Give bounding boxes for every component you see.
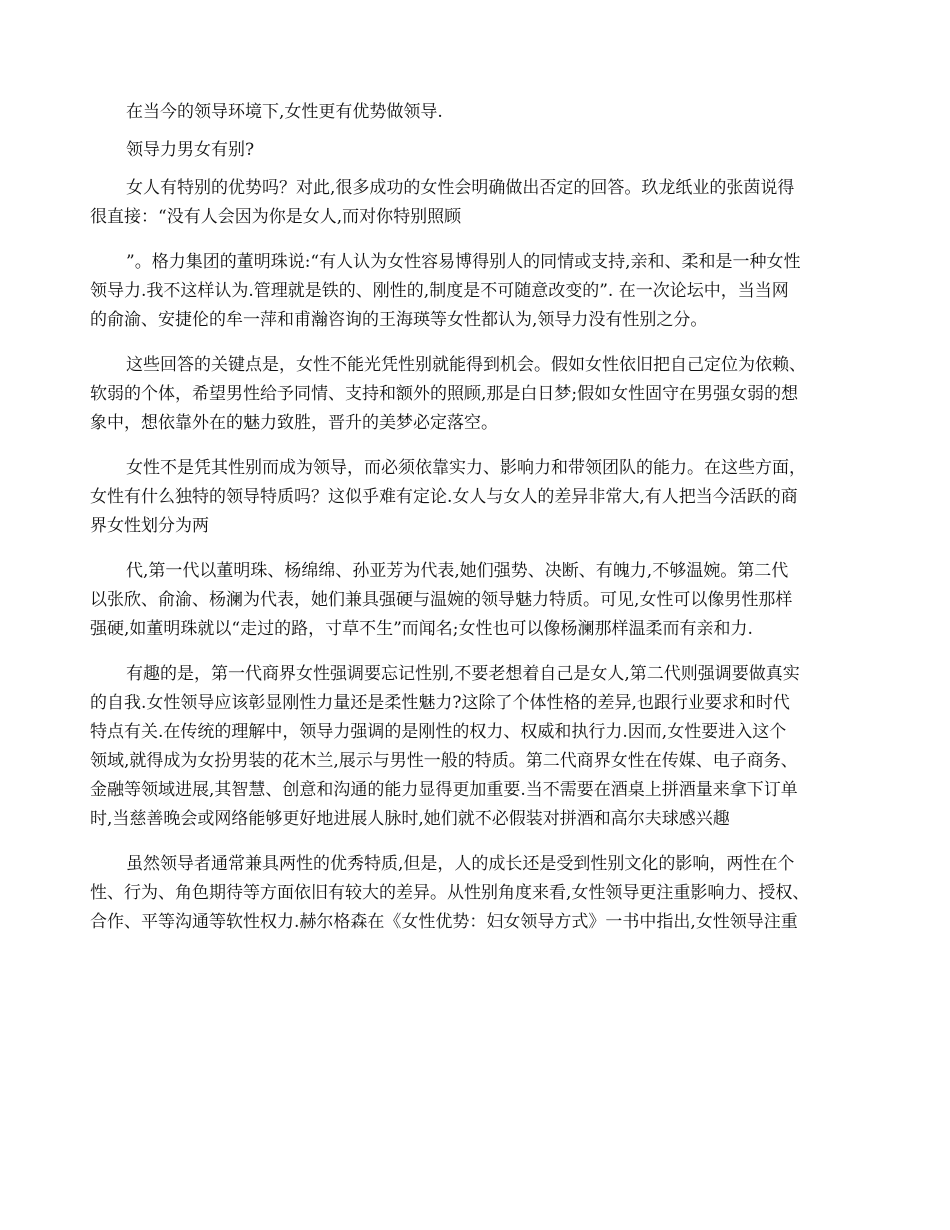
- text-line: 虽然领导者通常兼具两性的优秀特质,但是，人的成长还是受到性别文化的影响，两性在个: [126, 854, 795, 874]
- text-line: 有趣的是，第一代商界女性强调要忘记性别,不要老想着自己是女人,第二代则强调要做真实: [126, 664, 800, 684]
- text-line: 金融等领域进展,其智慧、创意和沟通的能力显得更加重要.当不需要在酒桌上拼酒量来拿下订单: [90, 780, 798, 800]
- text-line: 很直接：“没有人会因为你是女人,而对你特别照顾: [90, 207, 462, 227]
- paragraph-1: [90, 98, 866, 127]
- text-line: 的自我.女性领导应该彰显刚性力量还是柔性魅力?这除了个体性格的差异,也跟行业要求和时代: [90, 693, 790, 713]
- paragraph-3: [90, 174, 866, 232]
- paragraph-9: [90, 850, 866, 937]
- paragraph-6: [90, 454, 866, 541]
- paragraph-4: [90, 248, 866, 335]
- text-line: 在当今的领导环境下,女性更有优势做领导.: [126, 102, 443, 122]
- text-line: 代,第一代以董明珠、杨绵绵、孙亚芳为代表,她们强势、决断、有魄力,不够温婉。第二代: [126, 561, 789, 581]
- text-line: 时,当慈善晚会或网络能够更好地进展人脉时,她们就不必假装对拼酒和高尔夫球感兴趣: [90, 809, 730, 829]
- text-line: 女人有特别的优势吗？对此,很多成功的女性会明确做出否定的回答。玖龙纸业的张茵说得: [126, 178, 795, 198]
- text-line: 强硬,如董明珠就以“走过的路，寸草不生”而闻名;女性也可以像杨澜那样温柔而有亲和力.: [90, 619, 753, 639]
- text-line: 女性有什么独特的领导特质吗？这似乎难有定论.女人与女人的差异非常大,有人把当今活跃的商: [90, 487, 798, 507]
- text-line: 性、行为、角色期待等方面依旧有较大的差异。从性别角度来看,女性领导更注重影响力、授权、: [90, 883, 810, 903]
- text-line: 特点有关.在传统的理解中，领导力强调的是刚性的权力、权威和执行力.因而,女性要进入这个: [90, 722, 787, 742]
- text-line: 软弱的个体，希望男性给予同情、支持和额外的照顾,那是白日梦;假如女性固守在男强女弱的想: [90, 384, 799, 404]
- text-line: ”。格力集团的董明珠说:“有人认为女性容易博得别人的同情或支持,亲和、柔和是一种女性: [126, 252, 801, 272]
- text-line: 界女性划分为两: [90, 516, 209, 536]
- text-line: 的俞渝、安捷伦的牟一萍和甫瀚咨询的王海瑛等女性都认为,领导力没有性别之分。: [90, 310, 708, 330]
- text-line: 这些回答的关键点是，女性不能光凭性别就能得到机会。假如女性依旧把自己定位为依赖、: [126, 355, 806, 375]
- paragraph-8: [90, 660, 866, 834]
- paragraph-7: [90, 557, 866, 644]
- text-line: 象中，想依靠外在的魅力致胜，晋升的美梦必定落空。: [90, 413, 498, 433]
- text-line: 合作、平等沟通等软性权力.赫尔格森在《女性优势：妇女领导方式》一书中指出,女性领导注重: [90, 912, 798, 932]
- paragraph-5: [90, 351, 866, 438]
- text-line: 领导力.我不这样认为.管理就是铁的、刚性的,制度是不可随意改变的”. 在一次论坛中，当当网: [90, 281, 789, 301]
- text-line: 领导力男女有别?: [126, 140, 255, 160]
- text-line: 女性不是凭其性别而成为领导，而必须依靠实力、影响力和带领团队的能力。在这些方面，: [126, 458, 806, 478]
- text-line: 领域,就得成为女扮男装的花木兰,展示与男性一般的特质。第二代商界女性在传媒、电子商务、: [90, 751, 798, 771]
- paragraph-2: [90, 136, 866, 165]
- document-page: [90, 98, 866, 953]
- text-line: 以张欣、俞渝、杨澜为代表，她们兼具强硬与温婉的领导魅力特质。可见,女性可以像男性那样: [90, 590, 793, 610]
